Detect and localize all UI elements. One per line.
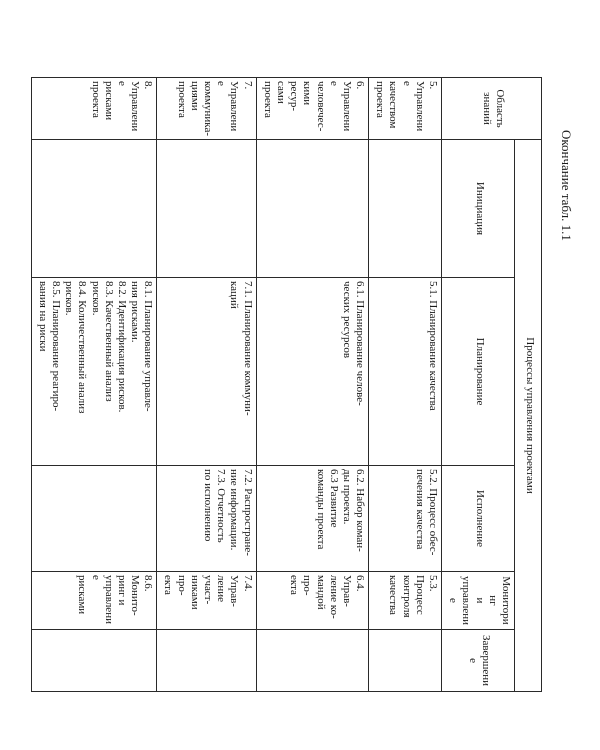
header-area: Область знаний	[442, 78, 542, 140]
table-caption	[554, 70, 578, 300]
row-area: 7. Управление коммуника- циями проекта	[157, 78, 256, 140]
cell-closing	[157, 630, 256, 692]
cell-planning: 7.1. Планирование коммуни- каций	[157, 278, 256, 466]
cell-planning: 5.1. Планирование качества	[369, 278, 442, 466]
row-area: 5. Управление качеством проекта	[369, 78, 442, 140]
table-row	[157, 78, 256, 692]
cell-planning: 8.1. Планирование управле- ния рисками. 8.2. Идентификация рисков. 8.3. Качественный анализ рисков. 8.4. Количественный анализ рисков. 8.5. Планирование реагиро- вания на риски	[31, 278, 157, 466]
header-row-2	[442, 78, 515, 692]
table-row	[31, 78, 157, 692]
cell-execution: 5.2. Процесс обес- печения качества	[369, 466, 442, 572]
cell-execution	[31, 466, 157, 572]
header-planning: Планирование	[442, 278, 515, 466]
cell-monitoring: 8.6. Монито- ринг и управление рисками	[31, 572, 157, 630]
project-processes-table	[31, 77, 542, 692]
cell-closing	[369, 630, 442, 692]
table-row	[256, 78, 369, 692]
header-execution: Исполнение	[442, 466, 515, 572]
header-row-1	[515, 78, 542, 692]
cell-execution: 6.2. Набор коман- ды проекта. 6.3 Развитие команды проекта	[256, 466, 369, 572]
cell-monitoring: 7.4. Управ- ление участ- никами про- екта	[157, 572, 256, 630]
row-area: 8. Управление рисками проекта	[31, 78, 157, 140]
cell-initiation	[369, 140, 442, 278]
header-closing: Завершение	[442, 630, 515, 692]
cell-planning: 6.1. Планирование челове- ческих ресурсов	[256, 278, 369, 466]
caption-text: Окончание табл. 1.1	[559, 129, 574, 241]
cell-initiation	[157, 140, 256, 278]
cell-monitoring: 6.4. Управ- ление ко- мандой про- екта	[256, 572, 369, 630]
header-initiation: Инициация	[442, 140, 515, 278]
rotated-table-container	[31, 77, 542, 692]
cell-closing	[31, 630, 157, 692]
cell-initiation	[256, 140, 369, 278]
row-area: 6. Управление человечес- кими ресур- сами проекта	[256, 78, 369, 140]
header-processes: Процессы управления проектами	[515, 140, 542, 692]
table-row	[369, 78, 442, 692]
header-monitoring: Мониторинг и управление	[442, 572, 515, 630]
cell-closing	[256, 630, 369, 692]
cell-monitoring: 5.3. Процесс контроля качества	[369, 572, 442, 630]
cell-initiation	[31, 140, 157, 278]
cell-execution: 7.2. Распростране- ние информации. 7.3. Отчетность по исполнению	[157, 466, 256, 572]
